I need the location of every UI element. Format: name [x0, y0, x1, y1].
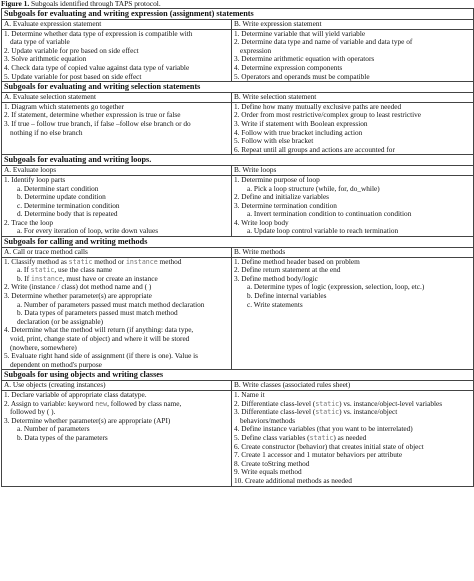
text-segment: method	[157, 256, 182, 266]
text-segment: method or	[92, 256, 126, 266]
section-body-row	[2, 390, 474, 486]
write-subgoals-cell	[232, 29, 474, 82]
figure-caption	[0, 0, 474, 8]
evaluate-subgoal-line: 1. Determine whether data type of expression is compatible with	[4, 28, 193, 38]
write-subgoal-line: 5. Follow with else bracket	[234, 136, 314, 146]
evaluate-subgoal-line: a. For every iteration of loop, write down values	[17, 226, 159, 236]
write-subgoal-line: 2. Determine data type and name of variable and data type of	[234, 37, 413, 47]
evaluate-subgoal-line: (nowhere, somewhere)	[10, 342, 77, 352]
write-subgoal-line: 1. Name it	[234, 389, 265, 399]
column-header-write: B. Write loops	[232, 166, 474, 176]
write-subgoal-line: 1. Determine variable that will yield variable	[234, 28, 366, 38]
text-segment: ) as needed	[333, 432, 367, 442]
write-subgoal-line: 2. Define return statement at the end	[234, 265, 341, 275]
text-segment: 5. Define class variables (	[234, 432, 310, 442]
code-keyword: instance	[125, 257, 158, 266]
write-subgoal-line: 9. Write equals method	[234, 467, 302, 477]
evaluate-subgoal-line: a. Number of parameters passed must match method declaration	[17, 299, 205, 309]
evaluate-subgoal-line: 2. Trace the loop	[4, 217, 54, 227]
column-header-evaluate: A. Evaluate expression statement	[2, 20, 232, 30]
write-subgoal-line: 4. Write loop body	[234, 217, 289, 227]
figure-caption-text: Subgoals identified through TAPS protocol.	[29, 0, 161, 8]
evaluate-subgoal-line: 2. If statement, determine whether expression is true or false	[4, 110, 181, 120]
section-title: Subgoals for evaluating and writing expression (assignment) statements	[2, 9, 474, 20]
evaluate-subgoal-line: 1. Identify loop parts	[4, 174, 66, 184]
text-segment: , followed by class name,	[107, 398, 182, 408]
evaluate-subgoal-line: 4. Determine what the method will return (if anything: data type,	[4, 325, 194, 335]
evaluate-subgoal-line: void, print, change state of object) and where it will be stored	[10, 334, 190, 343]
write-subgoal-line: b. Define internal variables	[247, 291, 327, 301]
evaluate-subgoal-line: a. Number of parameters	[17, 424, 90, 434]
write-subgoal-line: a. Pick a loop structure (while, for, do_while)	[247, 183, 380, 193]
write-subgoal-line: 1. Define how many mutually exclusive paths are needed	[234, 101, 402, 111]
evaluate-subgoals-cell	[2, 102, 232, 155]
evaluate-subgoals-cell	[2, 175, 232, 236]
section-title: Subgoals for evaluating and writing loops.	[2, 155, 474, 166]
section-title-row	[2, 370, 474, 381]
code-keyword: static	[315, 399, 340, 408]
write-subgoal-line: 6. Repeat until all groups and actions are accounted for	[234, 144, 395, 154]
text-segment: 2. Assign to variable: keyword	[4, 398, 96, 408]
section-body-row	[2, 29, 474, 82]
evaluate-subgoal-line: 1. Declare variable of appropriate class datatype.	[4, 389, 147, 399]
code-keyword: static	[68, 257, 93, 266]
write-subgoal-line: 10. Create additional methods as needed	[234, 475, 352, 485]
evaluate-subgoal-line: nothing if no else branch	[10, 127, 83, 137]
section-title: Subgoals for using objects and writing classes	[2, 370, 474, 381]
evaluate-subgoals-cell	[2, 257, 232, 370]
section-body-row	[2, 175, 474, 236]
text-segment: ) vs. instance/object-level variables	[339, 398, 443, 408]
write-subgoal-line: 4. Define instance variables (that you want to be interrelated)	[234, 424, 413, 434]
write-subgoal-line: a. Determine types of logic (expression, selection, loop, etc.)	[247, 282, 425, 292]
text-segment: , must have or create an instance	[62, 273, 158, 283]
code-keyword: static	[30, 266, 55, 275]
write-subgoal-line: behaviors/methods	[240, 415, 296, 425]
evaluate-subgoal-line	[4, 258, 229, 267]
section-title-row	[2, 155, 474, 166]
subgoals-table	[1, 8, 474, 487]
column-header-evaluate: A. Evaluate selection statement	[2, 93, 232, 103]
section-header-row	[2, 93, 474, 103]
write-subgoal-line: 5. Operators and operands must be compatible	[234, 71, 370, 81]
write-subgoal-line: 4. Determine expression components	[234, 62, 343, 72]
column-header-write: B. Write selection statement	[232, 93, 474, 103]
evaluate-subgoal-line: b. Determine update condition	[17, 192, 106, 202]
code-keyword: new	[95, 399, 108, 408]
column-header-evaluate: A. Call or trace method calls	[2, 248, 232, 258]
column-header-evaluate: A. Use objects (creating instances)	[2, 381, 232, 391]
write-subgoal-line: a. Update loop control variable to reach termination	[247, 226, 399, 236]
section-header-row	[2, 166, 474, 176]
write-subgoals-cell	[232, 390, 474, 486]
write-subgoal-line: 3. Determine arithmetic equation with operators	[234, 54, 375, 64]
section-body-row	[2, 102, 474, 155]
column-header-evaluate: A. Evaluate loops	[2, 166, 232, 176]
write-subgoal-line: expression	[240, 45, 272, 55]
evaluate-subgoal-line: 3. Determine whether parameter(s) are appropriate	[4, 291, 152, 301]
evaluate-subgoal-line: 4. Check data type of copied value against data type of variable	[4, 62, 190, 72]
write-subgoal-line: 3. Write if statement with Boolean expression	[234, 118, 368, 128]
section-body-row	[2, 257, 474, 370]
write-subgoal-line: 3. Define method body/logic	[234, 273, 318, 283]
evaluate-subgoal-line: d. Determine body that is repeated	[17, 209, 118, 219]
text-segment: b. If	[17, 273, 31, 283]
text-segment: 3. Differentiate class-level (	[234, 407, 316, 417]
evaluate-subgoal-line: 2. Write (instance / class) dot method name and ( )	[4, 282, 152, 292]
text-segment: a. If	[17, 265, 31, 275]
section-title-row	[2, 237, 474, 248]
write-subgoal-line: 4. Follow with true bracket including action	[234, 127, 363, 137]
text-segment: ) vs. instance/object	[339, 407, 398, 417]
write-subgoal-line: 2. Define and initialize variables	[234, 192, 330, 202]
code-keyword: static	[309, 433, 334, 442]
section-header-row	[2, 20, 474, 30]
text-segment: 1. Classify method as	[4, 256, 69, 266]
text-segment: 2. Differentiate class-level (	[234, 398, 316, 408]
section-title-row	[2, 82, 474, 93]
section-title: Subgoals for calling and writing methods	[2, 237, 474, 248]
column-header-write: B. Write expression statement	[232, 20, 474, 30]
evaluate-subgoal-line: 5. Update variable for post based on side effect	[4, 71, 142, 81]
code-keyword: instance	[30, 274, 63, 283]
evaluate-subgoals-cell	[2, 390, 232, 486]
code-keyword: static	[315, 408, 340, 417]
column-header-write: B. Write methods	[232, 248, 474, 258]
evaluate-subgoal-line: 1. Diagram which statements go together	[4, 101, 124, 111]
evaluate-subgoal-line: dependent on method's purpose	[10, 359, 102, 369]
evaluate-subgoal-line: b. Data types of parameters passed must match method	[17, 308, 178, 318]
write-subgoal-line: 2. Order from most restrictive/complex group to least restrictive	[234, 110, 422, 120]
write-subgoals-cell	[232, 102, 474, 155]
evaluate-subgoals-cell	[2, 29, 232, 82]
write-subgoal-line: 6. Create constructor (behavior) that creates initial state of object	[234, 441, 424, 451]
subgoals-table-body	[2, 9, 474, 487]
evaluate-subgoal-line: 2. Update variable for pre based on side effect	[4, 45, 139, 55]
evaluate-subgoal-line: 3. Determine whether parameter(s) are appropriate (API)	[4, 415, 171, 425]
write-subgoal-line: 1. Determine purpose of loop	[234, 174, 320, 184]
write-subgoal-line: 1. Define method header based on problem	[234, 256, 360, 266]
evaluate-subgoal-line: followed by ( ).	[10, 407, 56, 417]
evaluate-subgoal-line: declaration (or be assignable)	[17, 316, 104, 326]
evaluate-subgoal-line: 5. Evaluate right hand side of assignment (if there is one). Value is	[4, 351, 198, 361]
write-subgoal-line: 8. Create toString method	[234, 458, 310, 468]
section-header-row	[2, 248, 474, 258]
write-subgoal-line: 7. Create 1 accessor and 1 mutator behaviors per attribute	[234, 450, 403, 460]
write-subgoal-line: a. Invert termination condition to continuation condition	[247, 209, 412, 219]
evaluate-subgoal-line: c. Determine termination condition	[17, 200, 120, 210]
write-subgoal-line: 3. Determine termination condition	[234, 200, 337, 210]
section-title-row	[2, 9, 474, 20]
evaluate-subgoal-line: 3. Solve arithmetic equation	[4, 54, 87, 64]
figure-label: Figure 1.	[1, 0, 30, 8]
column-header-write: B. Write classes (associated rules sheet)	[232, 381, 474, 391]
evaluate-subgoal-line: 3. If true – follow true branch, if false –follow else branch or do	[4, 118, 191, 128]
evaluate-subgoal-line: data type of variable	[10, 37, 70, 47]
write-subgoals-cell	[232, 257, 474, 370]
evaluate-subgoal-line: a. Determine start condition	[17, 183, 99, 193]
evaluate-subgoal-line: b. Data types of the parameters	[17, 432, 108, 442]
section-title: Subgoals for evaluating and writing selection statements	[2, 82, 474, 93]
text-segment: , use the class name	[54, 265, 113, 275]
write-subgoal-line: c. Write statements	[247, 299, 303, 309]
write-subgoals-cell	[232, 175, 474, 236]
